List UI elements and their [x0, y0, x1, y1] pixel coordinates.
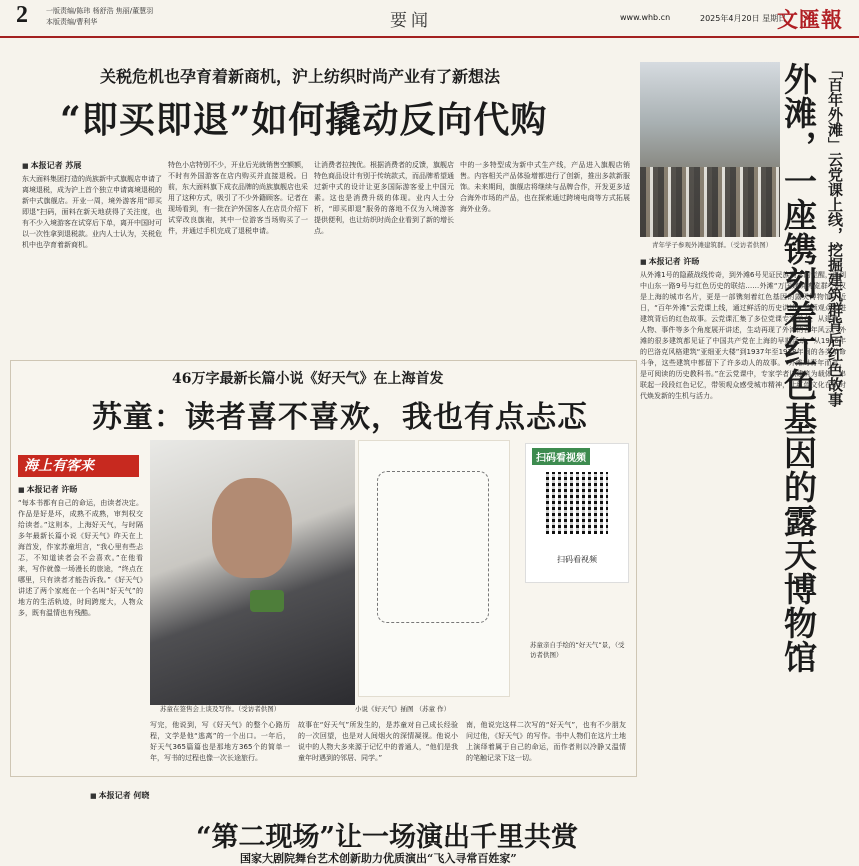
right-story-headline: 外滩，一座镌刻着红色基因的露天博物馆	[779, 62, 818, 674]
newspaper-logo: 文匯報	[777, 7, 843, 32]
qr-label: 扫码看视频	[557, 555, 597, 564]
author-photo-caption: 苏童在签售会上谈及写作。（受访者供图）	[160, 705, 281, 713]
right-story-column: 从外滩1号的隐蔽战线传奇，到外滩6号见证民族资本的觉醒，再到中山东一路9号与红色历史的联结……外滩“万国建筑博览群”不仅是上海的城市名片，更是一部镌刻着红色基因的露天博物馆。近日，“百年外滩”云党课上线，通过鲜活的历史讲述，带领观众走进建筑背后的红色故事。云党课汇集了多位党课专家学者，从建筑、人物、事件等多个角度展开讲述，生动再现了外滩的百年风云。外滩的很多建筑都见证了中国共产党在上海的早期活动，从1916年的巴洛克风格建筑“亚细亚大楼”到1937年至1938年间的各类革命斗争，这些建筑中都留下了许多动人的故事。“外滩对青年而言，是可阅读的历史教科书。”在云党课中，专家学者以建筑为载体，串联起一段段红色记忆，带领观众感受城市精神，让红色文化在新时代焕发新的生机与活力。	[640, 271, 846, 400]
section-title: 要闻	[390, 11, 432, 31]
issue-date: 2025年4月20日 星期日	[700, 14, 787, 23]
right-story-byline: ■ 本报记者 许旸	[640, 256, 699, 267]
top-story-headline: “即买即退”如何撬动反向代购	[60, 99, 548, 141]
feature-column-4: 南，他说完这样二次写的“好天气”，也有不少朋友问过他，《好天气》的写作。书中人物们在这片土地上演绎着属于自己的命运，而作者则以冷静又温情的笔触记录下这一切。	[466, 721, 626, 762]
outing-photo-caption: 青年学子参观外滩建筑群。（受访者供图）	[652, 241, 773, 249]
bottom-story-subhead: 国家大剧院舞台艺术创新助力优质演出“飞入寻常百姓家”	[240, 852, 517, 865]
qr-tag: 扫码看视频	[532, 448, 590, 465]
page-number: 2	[16, 2, 28, 28]
right-story-kicker: 「百年外滩」云党课上线，挖掘建筑群背后红色故事	[826, 62, 844, 407]
top-story-column-3: 让消费者拉拽优。根据消费者的反馈，旗舰店特色商品设计有别于传统款式，而品牌希望通过新中式的设计让更多国际游客爱上中国元素。这也是消费升级的体现。业内人士分析，“即买即退”服务的落地不仅为入境游客提供便利，也让纺织时尚企业看到了新的增长点。	[314, 161, 454, 235]
novel-sketch-illustration	[358, 440, 510, 697]
bottom-story-headline: “第二现场”让一场演出千里共赏	[196, 822, 579, 853]
qr-caption: 苏童亲自手绘的“好天气”景，（受访者供图）	[530, 641, 625, 659]
author-photo	[150, 440, 355, 705]
feature-byline: ■ 本报记者 许旸	[18, 484, 77, 495]
editors-line-2: 本版责编/曹利华	[46, 18, 98, 26]
editors-credit	[46, 6, 153, 28]
qr-code-panel[interactable]	[525, 443, 629, 583]
top-story-byline: ■ 本报记者 苏展	[22, 160, 81, 171]
feature-column-3: 故事在“好天气”所发生的，是苏童对自己成长经验的一次回望，也是对人间烟火的深情凝视。他说小说中的人物大多来源于记忆中的普通人，“他们是我童年时遇到的邻居、同学。”	[298, 721, 458, 762]
top-story-column-1: 东大面料集团打造的尚族新中式旗舰店申请了离境退税，成为沪上首个独立申请离境退税的新中式旗舰店。开业一周，境外游客用“即买即退”扫码，面料在新天地获得了关注度，也有不少入境游客在试穿后下单，离开中国时可以一次性拿到退税款。业内人士认为，关税危机中也孕育着新商机。	[22, 175, 162, 249]
sketch-caption: 小说《好天气》插图 （苏童 作）	[355, 705, 451, 713]
feature-headline: 苏童：读者喜不喜欢，我也有点忐忑	[92, 400, 588, 435]
top-story-column-2: 特色小店特别不少，开业后光就销售空额额，不时有外国游客在店内购买并直接退税。日前，东大面料旗下成衣品牌的尚族旗舰店也采用了这种方式，吸引了不少外籍顾客。记者在现场看到，有一批在沪外国客人在店员介绍下试穿改良旗袍，其中一位游客当场购买了一件，并通过手机完成了退税申请。	[168, 161, 308, 235]
feature-column-1: “每本书都有自己的命运，由读者决定。作品是好是坏，成熟不成熟，审判权交给读者。”这则本，上海好天气，与时隔多年最新长篇小说《好天气》昨天在上海首发，作家苏童坦言，“我心里有些忐忑，不知道读者会不会喜欢。”在他看来，写作就像一场漫长的旅途，“终点在哪里，只有读者才能告诉我。”《好天气》讲述了两个家庭在一个名叫“好天气”的地方的生活轨迹，时间跨度大，人物众多，既有温情也有残酷。	[18, 499, 143, 617]
qr-code[interactable]	[546, 472, 608, 534]
feature-kicker: 46万字最新长篇小说《好天气》在上海首发	[172, 371, 444, 387]
feature-column-2: 写完，他说到，写《好天气》的整个心路历程，文学是他“逃离”的一个出口。一年后，好天气365篇篇也是那地方365个的简单一年，写书的过程也像一次长途旅行。	[150, 721, 290, 762]
top-story-kicker: 关税危机也孕育着新商机，沪上纺织时尚产业有了新想法	[100, 67, 501, 86]
outing-photo	[640, 62, 780, 237]
top-story-column-4: 中的一多特型成为新中式生产线，产品进入旗舰店销售。内容相关产品体验增都进行了创新，推出多款新服饰。未来期间，旗舰店将继续与品牌合作，开发更多适合海外市场的产品，也在探索通过跨境电商等方式拓展海外业务。	[460, 161, 630, 213]
website: www.whb.cn	[620, 13, 671, 22]
bottom-side-byline: ■ 本报记者 何晓	[90, 790, 149, 801]
editors-line-1: 一版责编/陈玮 杨舒浩 焦丽/董慧羽	[46, 7, 154, 15]
column-tag: 海上有客来	[18, 455, 139, 477]
